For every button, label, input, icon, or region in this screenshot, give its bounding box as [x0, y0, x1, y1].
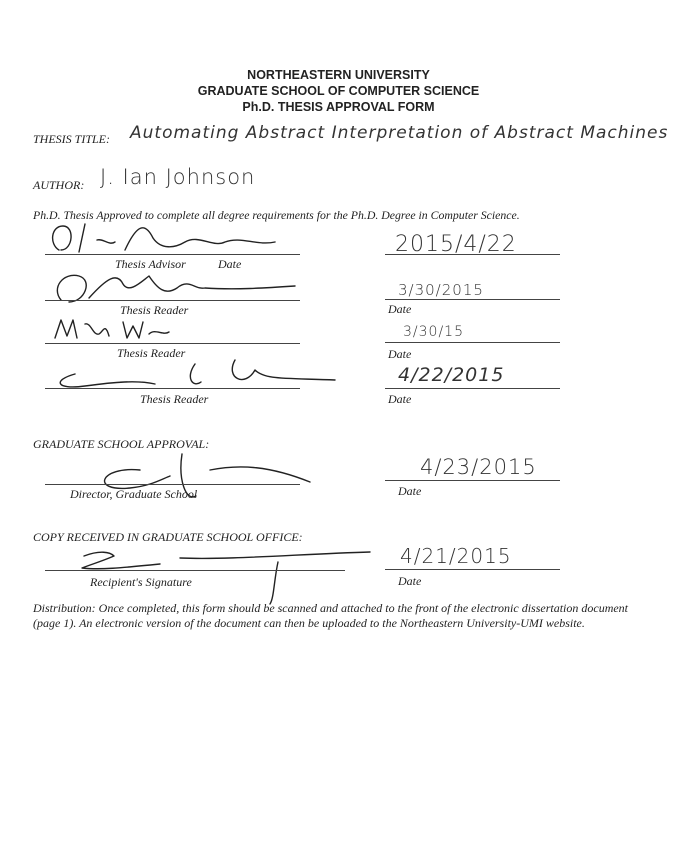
advisor-role-label: Thesis Advisor: [115, 257, 186, 271]
recipient-role-label: Recipient's Signature: [90, 575, 192, 589]
advisor-date: 2015/4/22: [395, 232, 517, 257]
reader-3-signature: [45, 350, 345, 396]
recipient-date: 4/21/2015: [400, 544, 512, 568]
reader-1-date-line: [385, 299, 560, 300]
recipient-signature-line: [45, 570, 345, 571]
reader-2-date: 3/30/15: [403, 324, 464, 340]
approval-statement: Ph.D. Thesis Approved to complete all degree requirements for the Ph.D. Degree in Computer Science.: [33, 208, 520, 222]
reader-2-signature-line: [45, 343, 300, 344]
reader-2-date-label: Date: [388, 347, 412, 361]
form-title: Ph.D. THESIS APPROVAL FORM: [242, 100, 435, 114]
graduate-approval-heading: GRADUATE SCHOOL APPROVAL:: [33, 437, 210, 451]
reader-3-date: 4/22/2015: [398, 364, 505, 386]
author-value: J. Ian Johnson: [100, 165, 256, 189]
school-name: GRADUATE SCHOOL OF COMPUTER SCIENCE: [197, 84, 480, 98]
thesis-title-value: Automating Abstract Interpretation of Abstract Machines: [130, 123, 669, 143]
director-date-line: [385, 480, 560, 481]
reader-1-date-label: Date: [388, 302, 412, 316]
recipient-date-label: Date: [398, 574, 422, 588]
reader-3-date-line: [385, 388, 560, 389]
reader-3-signature-line: [45, 388, 300, 389]
advisor-date-label: Date: [218, 257, 242, 271]
director-date: 4/23/2015: [420, 455, 537, 479]
advisor-date-line: [385, 254, 560, 255]
director-signature-line: [45, 484, 300, 485]
reader-1-role-label: Thesis Reader: [120, 303, 189, 317]
author-label: AUTHOR:: [33, 178, 85, 192]
university-name: NORTHEASTERN UNIVERSITY: [247, 68, 430, 82]
reader-1-signature-line: [45, 300, 300, 301]
reader-2-role-label: Thesis Reader: [117, 346, 186, 360]
director-date-label: Date: [398, 484, 422, 498]
reader-1-signature: [45, 268, 305, 308]
reader-2-signature: [45, 314, 195, 344]
reader-1-date: 3/30/2015: [398, 281, 484, 299]
reader-2-date-line: [385, 342, 560, 343]
recipient-date-line: [385, 569, 560, 570]
distribution-note: Distribution: Once completed, this form should be scanned and attached to the front of the electronic dissertation document (page 1). An electronic version of the document can then be uploaded to the Northeastern University-UMI website.: [33, 601, 629, 630]
reader-3-date-label: Date: [388, 392, 412, 406]
advisor-signature-line: [45, 254, 300, 255]
reader-3-role-label: Thesis Reader: [140, 392, 209, 406]
director-role-label: Director, Graduate School: [70, 487, 198, 501]
copy-received-heading: COPY RECEIVED IN GRADUATE SCHOOL OFFICE:: [33, 530, 303, 544]
thesis-title-label: THESIS TITLE:: [33, 132, 111, 146]
